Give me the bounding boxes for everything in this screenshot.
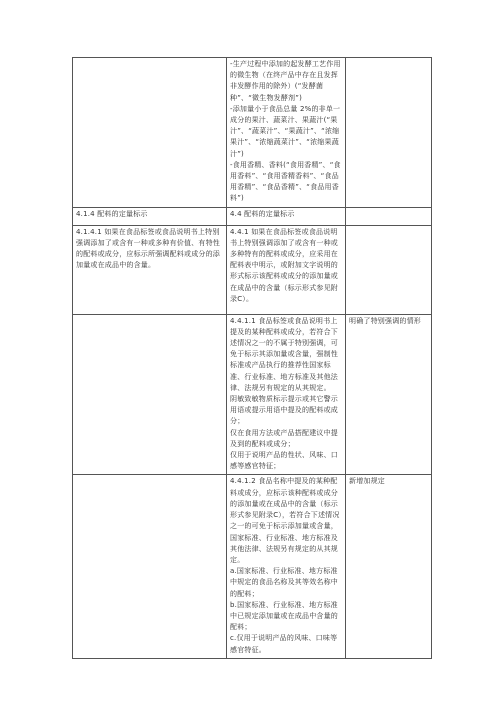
- old-standard-cell: [73, 475, 227, 658]
- old-standard-cell: 4.1.4.1 如果在食品标签或食品说明书上特别强调添加了或含有一种或多种有价值、有特性的配料或成分，应标示所强调配料或成分的添加量或在成品中的含量。: [73, 225, 227, 314]
- new-standard-cell: [227, 58, 346, 208]
- clause-paragraph: -食用香精、香料(“食用香精”、“食用香料”、“食用香精香料”、“食品用香精”、“食品香精”、“食品用香料”): [230, 160, 341, 203]
- clause-paragraph: -添加量小于食品总量 2%的非单一成分的果汁、蔬菜汁、果蔬汁(“果汁”、“蔬菜汁”、“果蔬汁”、“浓缩果汁”、“浓缩蔬菜汁”、“浓缩果蔬汁”): [230, 104, 341, 158]
- clause-paragraph: 阴敏致敏物质标示提示或其它警示用语或提示用语中提及的配料或成分；: [230, 395, 338, 426]
- new-standard-cell: [227, 475, 346, 658]
- clause-paragraph: b.国家标准、行业标准、地方标准中已规定添加量或在成品中含量的配料；: [230, 600, 338, 632]
- new-standard-cell: 4.4 配料的定量标示: [227, 207, 346, 225]
- table-row: [73, 475, 432, 658]
- table-row: [73, 207, 432, 225]
- clause-paragraph: c.仅用于说明产品的风味、口味等感官特征。: [230, 634, 338, 654]
- old-standard-cell: [73, 314, 227, 475]
- new-standard-cell: [227, 314, 346, 475]
- table-row: [73, 225, 432, 314]
- clause-paragraph: -生产过程中添加的起发酵工艺作用的微生物（在终产品中存在且发挥非发酵作用的除外）(“发酵菌种”、“微生物发酵剂”): [230, 60, 341, 102]
- table-row: [73, 58, 432, 208]
- clause-paragraph: 4.4.1.1 食品标签或食品说明书上提及的某种配料或成分，若符合下述情况之一的不属于特别强调，可免于标示其添加量或含量，强制性标准或产品执行的推荐性国家标准、行业标准、地方标准及其他法律、法规另有规定的从其规定。: [230, 316, 338, 392]
- new-standard-cell: 4.4.1 如果在食品标签或食品说明书上特别强调添加了或含有一种或多种特有的配料或成分，应采用在配料表中明示，或附加文字说明的形式标示该配料或成分的添加量或在成品中的含量（标示形式参见附录C）。: [227, 225, 346, 314]
- comparison-table: [72, 57, 432, 659]
- clause-paragraph: 仅用于说明产品的性状、风味、口感等感官特征；: [230, 451, 338, 471]
- remark-cell: [346, 207, 432, 225]
- remark-cell: [346, 225, 432, 314]
- clause-paragraph: 4.4.1.2 食品名称中提及的某种配料或成分，应标示该种配料或成分的添加量或在成品中的含量（标示形式参见附录C），若符合下述情况之一的可免于标示添加量或含量，国家标准、行业标准、地方标准及其他法律、法规另有规定的从其规定。: [230, 477, 340, 564]
- clause-paragraph: 仅在食用方法或产品搭配建议中提及到的配料或成分；: [230, 428, 338, 448]
- old-standard-cell: 4.1.4 配料的定量标示: [73, 207, 227, 225]
- clause-paragraph: a.国家标准、行业标准、地方标准中规定的食品名称及其等效名称中的配料；: [230, 567, 338, 598]
- old-standard-cell: [73, 58, 227, 208]
- remark-cell: [346, 58, 432, 208]
- remark-cell: 新增加规定: [346, 475, 432, 658]
- table-row: [73, 314, 432, 475]
- remark-cell: 明确了特别强调的情形: [346, 314, 432, 475]
